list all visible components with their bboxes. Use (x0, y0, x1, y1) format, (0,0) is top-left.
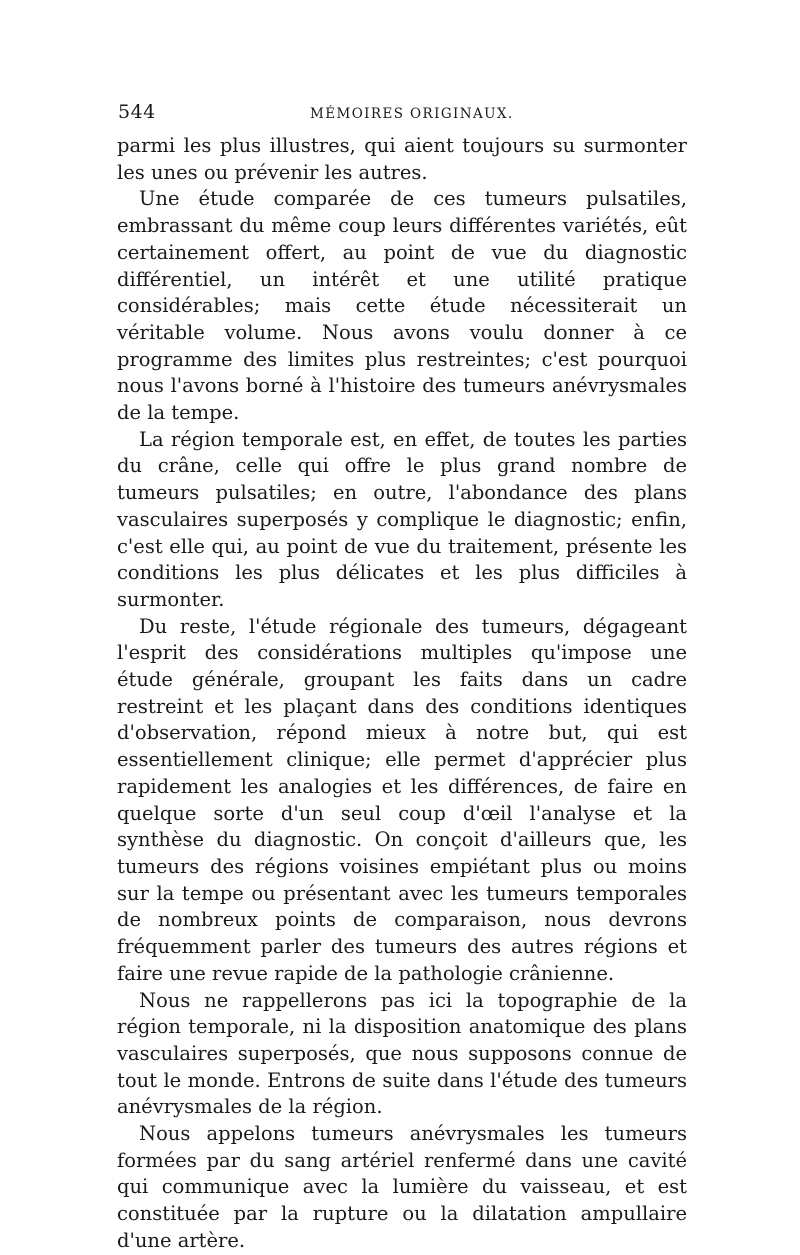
page-number: 544 (118, 101, 156, 123)
running-title: MÉMOIRES ORIGINAUX. (310, 106, 514, 122)
paragraph-topography: Nous ne rappellerons pas ici la topographie de la région temporale, ni la disposition anatomique des plans vasculaires superposés, que nous supposons connue de tout le monde. Entrons de suite dans l'étude des tumeurs anévrysmales de la région. (117, 988, 687, 1119)
paragraph-definition: Nous appelons tumeurs anévrysmales les tumeurs formées par du sang artériel renfermé dans une cavité qui communique avec la lumière du vaisseau, et est constituée par la rupture ou la dilatation ampullaire d'une artère. (117, 1122, 687, 1252)
text-body (117, 133, 687, 1255)
paragraph-temporal-region: La région temporale est, en effet, de toutes les parties du crâne, celle qui offre le plus grand nombre de tumeurs pulsatiles; en outre, l'abondance des plans vasculaires superposés y complique le diagnostic; enfin, c'est elle qui, au point de vue du traitement, présente les conditions les plus délicates et les plus difficiles à surmonter. (117, 427, 687, 611)
paragraph-regional-study: Du reste, l'étude régionale des tumeurs, dégageant l'esprit des considérations multiples qu'impose une étude générale, groupant les faits dans un cadre restreint et les plaçant dans des conditions identiques d'observation, répond mieux à notre but, qui est essentiellement clinique; elle permet d'apprécier plus rapidement les analogies et les différences, de faire en quelque sorte d'un seul coup d'œil l'analyse et la synthèse du diagnostic. On conçoit d'ailleurs que, les tumeurs des régions voisines empiétant plus ou moins sur la tempe ou présentant avec les tumeurs temporales de nombreux points de comparaison, nous devrons fréquemment parler des tumeurs des autres régions et faire une revue rapide de la pathologie crânienne. (117, 614, 687, 985)
running-head (118, 100, 684, 128)
paragraph-continuation: parmi les plus illustres, qui aient toujours su surmonter les unes ou prévenir les autres. (117, 134, 687, 184)
paragraph-comparative-study: Une étude comparée de ces tumeurs pulsatiles, embrassant du même coup leurs différentes variétés, eût certainement offert, au point de vue du diagnostic différentiel, un intérêt et une utilité pratique considérables; mais cette étude nécessiterait un véritable volume. Nous avons voulu donner à ce programme des limites plus restreintes; c'est pourquoi nous l'avons borné à l'histoire des tumeurs anévrysmales de la tempe. (117, 187, 687, 425)
